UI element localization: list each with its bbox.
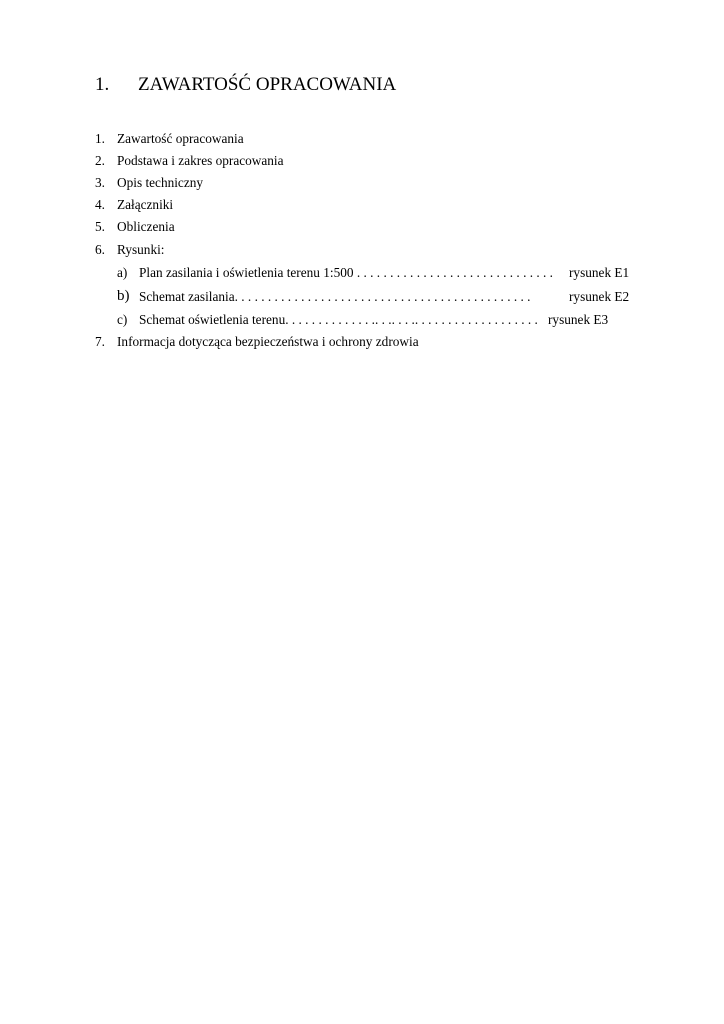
list-item-text: Podstawa i zakres opracowania	[117, 153, 284, 168]
drawing-text: Schemat oświetlenia terenu. . . . . . . . . . . . . .. . .. . . .. . . . . . . . . . . . . . . . . . .	[139, 312, 538, 327]
drawing-text: Schemat zasilania. . . . . . . . . . . . . . . . . . . . . . . . . . . . . . . . . . . . . . . . . . . . .	[139, 289, 531, 304]
list-item-number: 7.	[95, 334, 105, 349]
drawing-reference: rysunek E2	[569, 289, 630, 304]
list-item-text: Obliczenia	[117, 219, 175, 234]
list-item-number: 1.	[95, 131, 105, 146]
list-item-text: Załączniki	[117, 197, 174, 212]
list-item-number: 4.	[95, 197, 105, 212]
list-item-number: 3.	[95, 175, 105, 190]
section-title: ZAWARTOŚĆ OPRACOWANIA	[138, 74, 397, 95]
drawing-letter: b)	[117, 288, 130, 304]
list-item-text: Opis techniczny	[117, 175, 204, 190]
drawing-letter: a)	[117, 265, 128, 280]
list-item-text: Zawartość opracowania	[117, 131, 244, 146]
drawing-reference: rysunek E3	[548, 312, 609, 327]
list-item-text: Rysunki:	[117, 242, 165, 257]
section-number: 1.	[95, 74, 110, 95]
list-item-number: 2.	[95, 153, 105, 168]
list-item-number: 5.	[95, 219, 105, 234]
drawing-reference: rysunek E1	[569, 265, 630, 280]
drawing-letter: c)	[117, 312, 128, 327]
list-item-text: Informacja dotycząca bezpieczeństwa i ochrony zdrowia	[117, 334, 419, 349]
drawing-text: Plan zasilania i oświetlenia terenu 1:500 . . . . . . . . . . . . . . . . . . . . . . . . . . . . . .	[139, 265, 553, 280]
list-item-number: 6.	[95, 242, 105, 257]
